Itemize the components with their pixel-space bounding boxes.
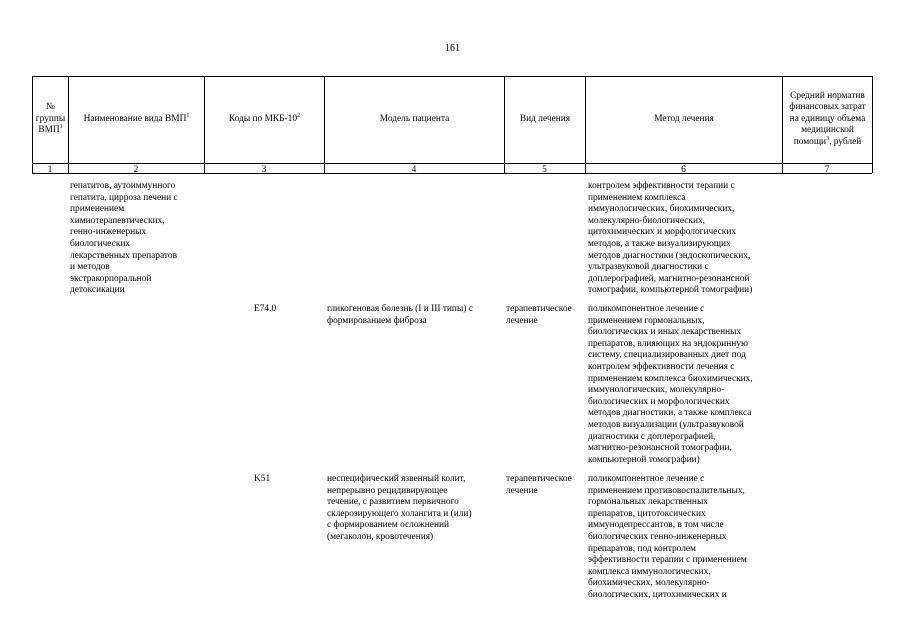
text-line: методов диагностики (эндоскопических, — [588, 250, 751, 261]
text-line: склерозирующего холангита и (или) — [327, 508, 472, 519]
header-average-cost — [783, 76, 872, 163]
column-number: 6 — [681, 165, 686, 175]
text-line: применением — [70, 204, 125, 215]
row-treatment-method — [588, 304, 753, 466]
header-patient-model — [325, 76, 504, 163]
text-line: экстракорпоральной — [70, 273, 152, 284]
header-group-footnote: 1 — [59, 124, 63, 131]
header-bottom-rule — [32, 163, 872, 164]
text-line: химиотерапевтических, — [70, 215, 165, 226]
text-line: контролем эффективности терапии с — [588, 181, 735, 191]
column-number: 4 — [411, 165, 417, 175]
text-line: неспецифический язвенный колит, — [327, 474, 466, 484]
header-group-number — [33, 76, 68, 163]
header-icd-codes — [205, 76, 324, 163]
text-line: применением комплекса биохимических, — [588, 373, 753, 384]
text-line: применением противовоспалительных, — [588, 485, 745, 496]
text-line: диагностики с доплерографией, — [588, 431, 716, 442]
text-line: магнитно-резонансной томографии, — [588, 443, 732, 454]
text-line: комплекса иммунологических, — [588, 566, 711, 577]
header-cost-text: Средний норматив финансовых затрат на единицу объема медицинской помощи — [789, 90, 866, 147]
text-line: ультразвуковой диагностики с — [588, 262, 709, 273]
vmp-table — [32, 76, 872, 636]
text-line: препаратов, цитотоксических — [588, 508, 706, 519]
text-line: течение, с развитием первичного — [327, 497, 459, 508]
row-treatment-type — [506, 304, 572, 327]
text-line: терапевтическое — [506, 474, 572, 484]
header-cost-unit: , рублей — [829, 136, 862, 147]
header-icd-text: Коды по МКБ-10 — [228, 113, 298, 124]
text-line: поликомпонентное лечение с — [588, 474, 705, 484]
text-line: генно-инженерных — [70, 227, 147, 238]
text-line: поликомпонентное лечение с — [588, 304, 705, 314]
header-name-text: Наименование вида ВМП — [83, 113, 187, 124]
header-method-text: Метод лечения — [654, 113, 714, 124]
text-line: формированием фиброза — [327, 315, 427, 326]
header-treatment-type — [505, 76, 585, 163]
column-number: 3 — [261, 165, 267, 175]
header-name-footnote: 1 — [186, 112, 190, 119]
text-line: доплерографией, магнитно-резонансной — [588, 273, 750, 284]
text-line: иммунодепрессантов, в том числе — [588, 520, 724, 531]
header-model-text: Модель пациента — [379, 113, 450, 124]
text-line: гепатита, цирроза печени с — [70, 192, 178, 203]
text-line: терапевтическое — [506, 304, 572, 314]
text-line: применением гормональных, — [588, 315, 705, 326]
text-line: непрерывно рецидивирующее — [327, 485, 448, 496]
text-line: и методов — [70, 262, 110, 273]
row-patient-model — [327, 304, 473, 327]
text-line: контролем эффективности лечения с — [588, 361, 735, 372]
text-line: эффективности терапии с применением — [588, 555, 747, 566]
row-patient-model — [327, 474, 472, 544]
column-number: 1 — [47, 165, 53, 175]
text-line: гепатитов, аутоиммунного — [70, 181, 176, 191]
text-line: детоксикации — [70, 285, 125, 296]
column-divider — [872, 76, 873, 173]
text-line: гликогеновая болезнь (I и III типы) с — [327, 304, 473, 314]
text-line: биологических и иных лекарственных — [588, 327, 742, 338]
text-line: методов, а также визуализирующих — [588, 238, 731, 249]
header-vmp-name — [69, 76, 204, 163]
text-line: биохимических, молекулярно- — [588, 578, 710, 589]
text-line: молекулярно-биологических, — [588, 215, 705, 226]
text-line: гормональных лекарственных — [588, 497, 708, 508]
header-icd-footnote: 2 — [297, 112, 301, 119]
row-icd-code: E74.0 — [254, 304, 277, 314]
text-line: биологических и морфологических — [588, 396, 730, 407]
row-treatment-method — [588, 474, 747, 602]
text-line: с формированием осложнений — [327, 520, 449, 531]
text-line: лекарственных препаратов — [70, 250, 177, 261]
header-treatment-method — [586, 76, 782, 163]
text-line: биологических генно-инженерных — [588, 531, 727, 542]
text-line: методов визуализации (ультразвуковой — [588, 419, 744, 430]
text-line: лечение — [506, 315, 538, 326]
text-line: лечение — [506, 485, 538, 496]
row-icd-code: K51 — [254, 474, 271, 484]
text-line: томографии, компьютерной томографии) — [588, 285, 753, 296]
header-treatment-text: Вид лечения — [519, 113, 571, 124]
row-treatment-type — [506, 474, 572, 497]
text-line: биологических — [70, 238, 131, 249]
page-number: 161 — [445, 43, 460, 54]
continuation-vmp-name — [70, 181, 178, 297]
text-line: систему, специализированных диет под — [588, 350, 746, 361]
column-number: 2 — [133, 165, 139, 175]
text-line: компьютерной томографии) — [588, 454, 700, 465]
column-number: 5 — [542, 165, 547, 175]
text-line: (мегаколон, кровотечения) — [327, 531, 434, 542]
text-line: иммунологических, молекулярно- — [588, 385, 725, 396]
header-cost-footnote: 3 — [826, 135, 830, 142]
text-line: применением комплекса — [588, 192, 686, 203]
text-line: препаратов, влияющих на эндокринную — [588, 338, 749, 349]
text-line: цитохимических и морфологических — [588, 227, 737, 238]
text-line: препаратов, под контролем — [588, 543, 696, 554]
text-line: методов диагностики, а также комплекса — [588, 408, 752, 419]
header-group-text: № группы ВМП — [35, 102, 66, 136]
text-line: иммунологических, биохимических, — [588, 204, 735, 215]
column-number: 7 — [824, 165, 830, 175]
text-line: биологических, цитохимических и — [588, 589, 727, 600]
continuation-method — [588, 181, 752, 297]
